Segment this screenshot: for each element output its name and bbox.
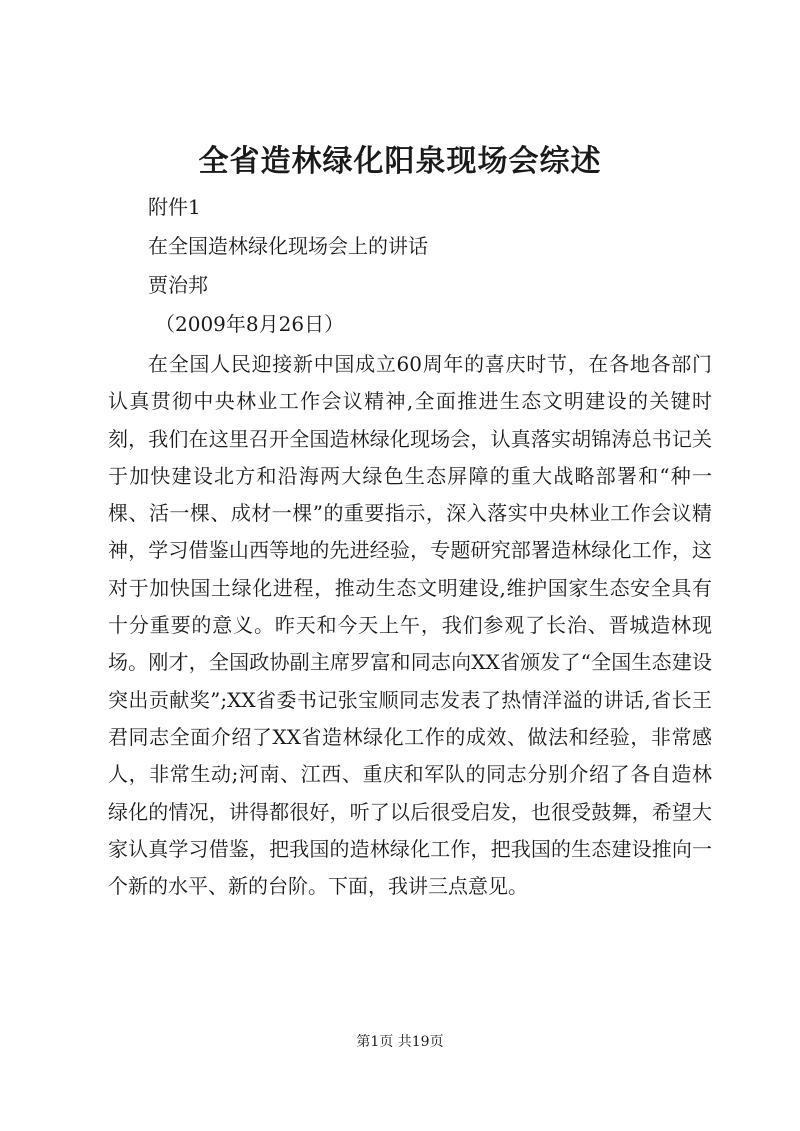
speech-date: （2009年8月26日） [155,312,345,336]
attachment-label: 附件1 [148,195,201,219]
body-paragraph: 在全国人民迎接新中国成立60周年的喜庆时节，在各地各部门认真贯彻中央林业工作会议精神,全面推进生态文明建设的关键时刻，我们在这里召开全国造林绿化现场会，认真落实胡锦涛总书记关于加快建设北方和沿海两大绿色生态屏障的重大战略部署和“种一棵、活一棵、成材一棵”的重要指示，深入落实中央林业工作会议精神，学习借鉴山西等地的先进经验，专题研究部署造林绿化工作，这对于加快国土绿化进程，推动生态文明建设,维护国家生态安全具有十分重要的意义。昨天和今天上午，我们参观了长治、晋城造林现场。刚才，全国政协副主席罗富和同志向XX省颁发了“全国生态建设突出贡献奖”;XX省委书记张宝顺同志发表了热情洋溢的讲话,省长王君同志全面介绍了XX省造林绿化工作的成效、做法和经验，非常感人，非常生动;河南、江西、重庆和军队的同志分别介绍了各自造林绿化的情况，讲得都很好，听了以后很受启发，也很受鼓舞，希望大家认真学习借鉴，把我国的造林绿化工作，把我国的生态建设推向一个新的水平、新的台阶。下面，我讲三点意见。 [108,352,712,899]
page-footer: 第1页 共19页 [356,1034,444,1050]
document-title: 全省造林绿化阳泉现场会综述 [198,144,602,179]
speech-title: 在全国造林绿化现场会上的讲话 [148,234,428,258]
author-name: 贾治邦 [148,273,208,297]
